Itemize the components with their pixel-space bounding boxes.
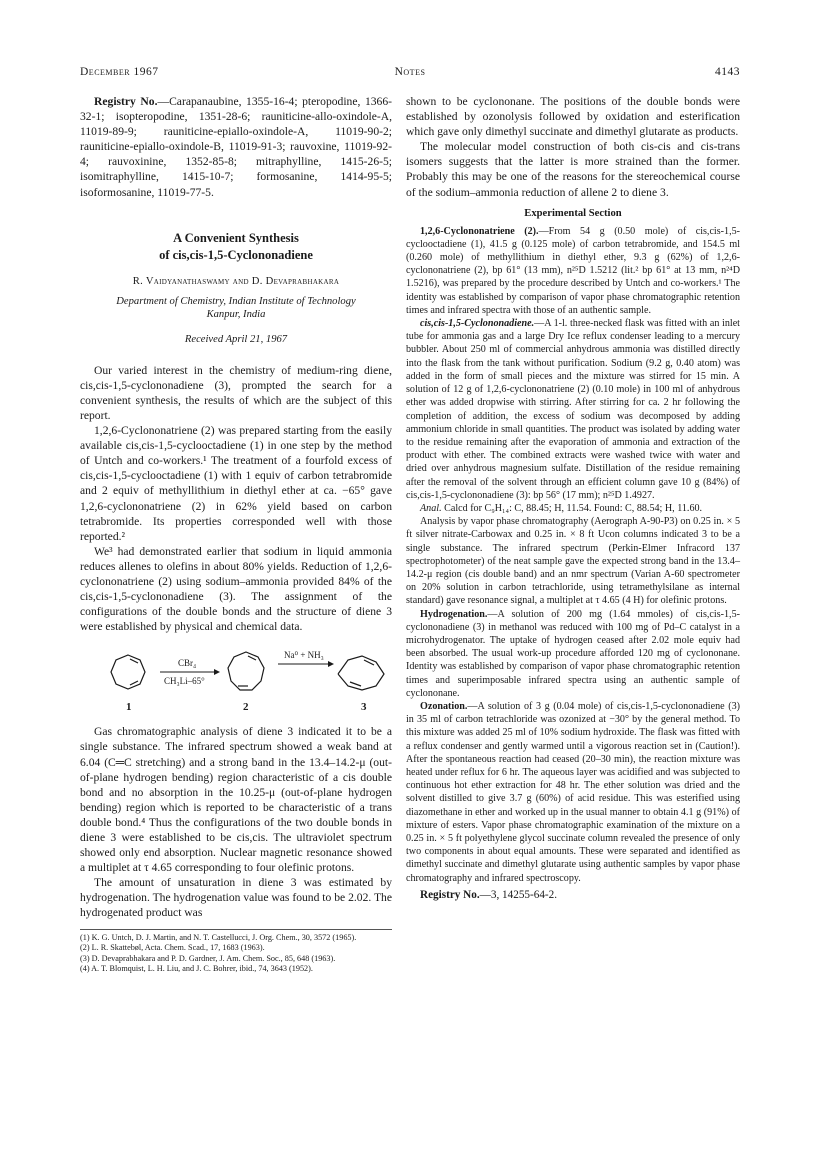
compound-label-1: 1 — [126, 701, 132, 714]
exp-cyclononadiene-text: —A 1-l. three-necked flask was fitted with an inlet tube for ammonia gas and a large Dry Ice reflux condenser leading to a mercury bubbler. About 250 ml of commercial anhydrous ammonia was distilled directly into the flask from the tank without purification. Sodium (9.2 g, 0.40 atom) was added in the form of small pieces and the mixture was stirred for 15 min. A solution of 12 g of 1,2,6-cyclononatriene (2) (0.10 mole) in 100 ml of anhydrous ether was added dropwise with stirring. After stirring for ca. 2 hr following the completion of addition, the excess of sodium was decomposed by adding ammonium chloride in small quantities. The product was isolated by adding water to the residue remaining after the evaporation of ammonia and extraction of the product with ether. The combined extracts were washed twice with water and dried over anhydrous magnesium sulfate. Distillation of the residue remaining after the removal of the solvent through an efficient column gave 10 g (84%) of cis,cis-1,5-cyclononadiene (3): bp 56° (17 mm); n²⁵D 1.4927. — [406, 318, 740, 501]
reagent-ch3li: CH₃Li–65° — [164, 676, 205, 687]
exp-hydrogenation-heading: Hydrogenation. — [420, 608, 488, 620]
right-column — [406, 94, 740, 901]
footnote-2: (2) L. R. Skattebøl, Acta. Chem. Scad., 17, 1683 (1963). — [80, 943, 265, 953]
exp-cyclononadiene-heading: cis,cis-1,5-Cyclononadiene. — [420, 318, 535, 330]
registry-final — [406, 889, 740, 901]
reaction-scheme-svg — [80, 640, 392, 720]
exp-hydrogenation — [406, 608, 740, 700]
footnotes — [80, 929, 392, 975]
exp-analysis — [406, 502, 740, 515]
exp-ozonation — [406, 700, 740, 885]
registry-final-text: —3, 14255-64-2. — [479, 888, 558, 901]
affiliation-line-2: Kanpur, India — [206, 309, 266, 321]
left-column — [80, 94, 392, 975]
compound-label-2: 2 — [243, 701, 249, 714]
running-head — [80, 66, 740, 82]
footnote-4: (4) A. T. Blomquist, L. H. Liu, and J. C. Bohrer, ibid., 74, 3643 (1952). — [80, 964, 313, 974]
exp-cyclononatriene — [406, 225, 740, 317]
received-date: Received April 21, 1967 — [184, 333, 288, 345]
experimental-section-heading: Experimental Section — [524, 207, 622, 219]
exp-cyclononadiene — [406, 317, 740, 502]
registry-text: —Carapanaubine, 1355-16-4; pteropodine, 1366-32-1; isopteropodine, 1351-28-6; rauniticine-allo-oxindole-A, 11019-89-9; rauniticine-epiallo-oxindole-A, 11019-90-2; rauniticine-epiallo-oxindole-B, 11019-91-3; rauvoxine, 11019-92-4; rauvoxinine, 1352-85-8; mitraphylline, 1415-26-5; isomitraphylline, 1415-10-7; formosanine, 1414-95-5; isoformosanine, 11019-77-5. — [80, 95, 393, 199]
exp-ozonation-heading: Ozonation. — [420, 700, 468, 712]
exp-vpc-analysis: Analysis by vapor phase chromatography (Aerograph A-90-P3) on 0.25 in. × 5 ft silver nitrate-Carbowax and 0.25 in. × 8 ft Ucon columns indicated 3 to be a single substance. The infrared spectrum (Perkin-Elmer Infracord 137 spectrophotometer) of the neat sample gave the expected strong band in the 13.4–14.2-μ region (cis double band) and an nmr spectrum (Varian A-60 spectrometer on 20% solution in carbon tetrachloride, using tetramethylsilane as internal standard) gave resonance signal, a multiplet at τ 4.65 (4 H) for olefinic protons. — [406, 516, 740, 607]
header-section: Notes — [394, 66, 426, 78]
structure-cyclooctadiene — [111, 655, 145, 689]
reagent-sodium-ammonia: Na⁰ + NH₃ — [284, 650, 324, 661]
reaction-scheme — [80, 640, 392, 720]
article-authors: R. Vaidyanathaswamy and D. Devaprabhakara — [132, 275, 340, 287]
reaction-arrow-2 — [278, 661, 334, 667]
anal-label: Anal. — [420, 502, 442, 514]
exp-cyclononatriene-text: —From 54 g (0.50 mole) of cis,cis-1,5-cyclooctadiene (1), 41.5 g (0.125 mole) of carbon tetrabromide, and 154.5 ml (0.260 mole) of methyllithium in diethyl ether, 9.3 g (62%) of 1,2,6-cyclononatriene (2), bp 61° (13 mm), n²⁵D 1.5212 (lit.² bp 61° at 13 mm, n²⁴D 1.5216), was prepared by the procedure described by Untch and co-workers.¹ The identity was established by comparison of vapor phase chromatographic retention times and infrared spectra with those of an authentic sample. — [406, 225, 740, 316]
paragraph-reduction: We³ had demonstrated earlier that sodium in liquid ammonia reduces allenes to olefins in about 80% yields. Reduction of 1,2,6-cyclononatriene (2) using sodium–ammonia provided 84% of the cis,cis-1,5-cyclononadiene (3). The assignment of the configurations of the double bonds and the structure of diene 3 were established by physical and chemical data. — [80, 544, 392, 634]
exp-ozonation-text: —A solution of 3 g (0.04 mole) of cis,cis-1,5-cyclononadiene (3) in 35 ml of carbon tetrachloride was ozonized at −30° by the general method. To this mixture was added 25 ml of 10% sodium hydroxide. The flask was fitted with a reflux condenser and gently warmed until a vigorous reaction set in (Caution!). After the spontaneous reaction had ceased (20–30 min), the reaction mixture was heated under reflux for 6 hr. The aqueous layer was acidified and was subjected to continuous hot ether extraction for 48 hr. The ether solution was dried and the solvent distilled to give 3.7 g (60%) of acid residue. This was esterified using diazomethane in ether and worked up in the usual manner to obtain 4.1 g (91%) of mixture of esters. Vapor phase chromatographic examination of the mixture on a 0.25 in. × 5 ft polyethylene glycol succinate column revealed the presence of only two components in about equal amounts. These were separated and identified as dimethyl succinate and dimethyl glutarate using authentic samples by vapor phase chromatography and infrared spectroscopy. — [406, 700, 740, 884]
registry-label: Registry No. — [94, 95, 158, 108]
header-date: December 1967 — [80, 66, 159, 78]
paragraph-hydrogenation: The amount of unsaturation in diene 3 was estimated by hydrogenation. The hydrogenation value was found to be 2.02. The hydrogenated product was — [80, 876, 392, 920]
paragraph-spectra: Gas chromatographic analysis of diene 3 indicated it to be a single substance. The infrared spectrum showed a weak band at 6.04 (C═C stretching) and a strong band in the 13.4–14.2-μ (out-of-plane hydrogen bending) region characteristic of a cis double bond and no absorption in the 10.25-μ (out-of-plane hydrogen bending) region which is reported to be characteristic of a trans double bond.⁴ Thus the configurations of the two double bonds in diene 3 were established to be cis,cis. The ultraviolet spectrum showed only end absorption. Nuclear magnetic resonance showed a multiplet at τ 4.65 corresponding to four olefinic protons. — [80, 725, 392, 875]
footnote-3: (3) D. Devaprabhakara and P. D. Gardner, J. Am. Chem. Soc., 85, 648 (1963). — [80, 953, 336, 963]
paragraph-triene-prep: 1,2,6-Cyclononatriene (2) was prepared starting from the easily available cis,cis-1,5-cyclooctadiene (1) in one step by the method of Untch and co-workers.¹ The treatment of a fourfold excess of cis,cis-1,5-cyclooctadiene (1) with 1 equiv of carbon tetrabromide and 2 equiv of methyllithium in diethyl ether at ca. −65° gave 1,2,6-cyclononatriene (2) in 62% yield based on carbon tetrabromide. Its properties corresponded well with those reported.² — [80, 424, 392, 543]
exp-cyclononatriene-heading: 1,2,6-Cyclononatriene (2). — [420, 225, 539, 237]
registry-final-label: Registry No. — [420, 888, 480, 901]
reaction-arrow-1 — [160, 669, 220, 675]
article-title-line-1: A Convenient Synthesis — [173, 230, 299, 245]
structure-cyclononatriene — [228, 652, 264, 690]
compound-label-3: 3 — [361, 701, 367, 714]
paragraph-ozonolysis: shown to be cyclononane. The positions of the double bonds were established by ozonolysis followed by oxidation and esterification which gave only dimethyl succinate and dimethyl glutarate as products. — [406, 95, 740, 139]
registry-previous-article — [80, 94, 392, 200]
structure-cyclononadiene — [338, 656, 384, 690]
paragraph-molecular-model: The molecular model construction of both cis-cis and cis-trans isomers suggests that the latter is more strained than the former. Probably this may be one of the reasons for the stereochemical course of the sodium–ammonia reduction of allene 2 to diene 3. — [406, 140, 740, 199]
header-page-number: 4143 — [715, 66, 740, 78]
reagent-cbr4: CBr₄ — [178, 658, 197, 669]
article-title-line-2: of cis,cis-1,5-Cyclononadiene — [159, 247, 313, 262]
anal-text: Calcd for C₉H₁₄: C, 88.45; H, 11.54. Found: C, 88.54; H, 11.60. — [444, 502, 703, 514]
paragraph-intro: Our varied interest in the chemistry of medium-ring diene, cis,cis-1,5-cyclononadiene (3), prompted the search for a convenient synthesis, the results of which are the subject of this report. — [80, 363, 392, 422]
footnote-1: (1) K. G. Untch, D. J. Martin, and N. T. Castellucci, J. Org. Chem., 30, 3572 (1965). — [80, 932, 357, 942]
affiliation-line-1: Department of Chemistry, Indian Institute of Technology — [116, 295, 356, 307]
exp-hydrogenation-text: —A solution of 200 mg (1.64 mmoles) of cis,cis-1,5-cyclononadiene (3) in methanol was reduced with 100 mg of Pd–C catalyst in a microhydrogenator. The uptake of hydrogen ceased after 2.02 mole equiv had been absorbed. The usual work-up procedure afforded 120 mg of cyclononane. Identity was established by comparison of vapor phase chromatographic retention times and superimposable infrared spectra using an authentic sample of cyclononane. — [406, 608, 740, 699]
article-header — [80, 230, 392, 345]
